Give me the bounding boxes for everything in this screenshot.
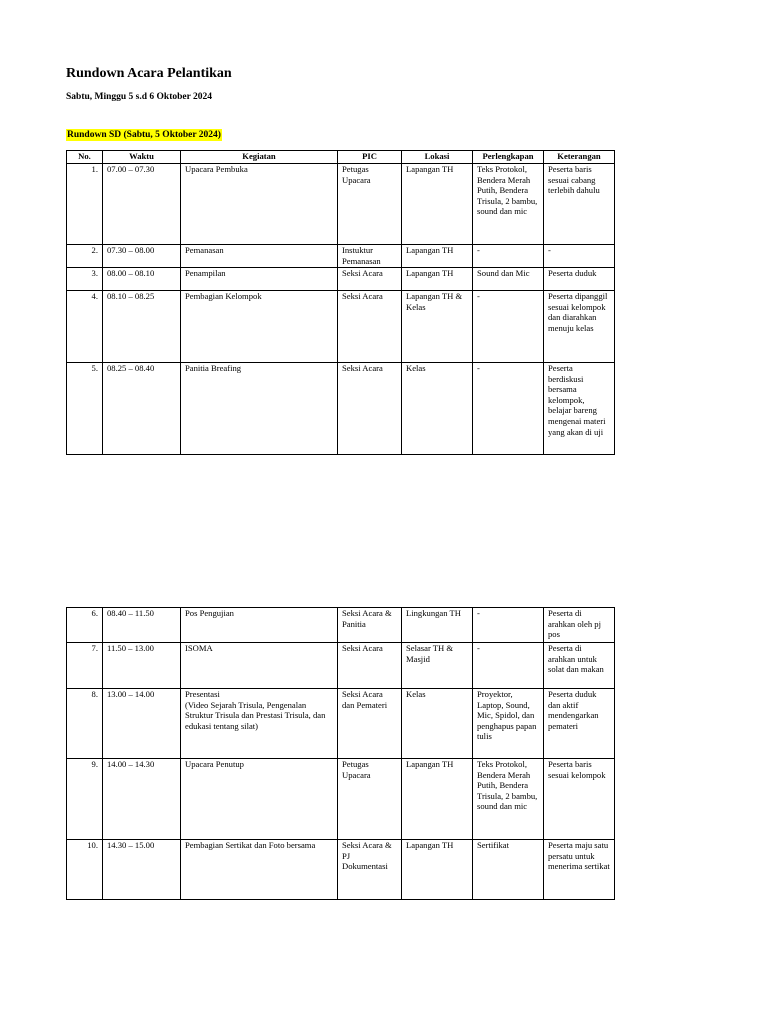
cell-no: 7.: [67, 643, 103, 689]
cell-kegiatan: Penampilan: [181, 268, 338, 291]
cell-keterangan: Peserta di arahkan untuk solat dan makan: [544, 643, 615, 689]
header-waktu: Waktu: [103, 151, 181, 164]
cell-waktu: 07.30 – 08.00: [103, 245, 181, 268]
table-row: [67, 840, 615, 900]
cell-lokasi: Lapangan TH: [402, 164, 473, 245]
cell-waktu: 14.00 – 14.30: [103, 759, 181, 840]
cell-keterangan: Peserta maju satu persatu untuk menerima sertikat: [544, 840, 615, 900]
cell-perlengkapan: Proyektor, Laptop, Sound, Mic, Spidol, dan penghapus papan tulis: [473, 689, 544, 759]
cell-no: 3.: [67, 268, 103, 291]
cell-perlengkapan: -: [473, 608, 544, 643]
cell-pic: Instuktur Pemanasan: [338, 245, 402, 268]
cell-no: 9.: [67, 759, 103, 840]
table-row: [67, 268, 615, 291]
table-row: [67, 363, 615, 455]
document-title: Rundown Acara Pelantikan: [66, 66, 232, 81]
cell-lokasi: Lapangan TH: [402, 840, 473, 900]
cell-waktu: 07.00 – 07.30: [103, 164, 181, 245]
cell-no: 10.: [67, 840, 103, 900]
cell-no: 5.: [67, 363, 103, 455]
header-keterangan: Keterangan: [544, 151, 615, 164]
cell-perlengkapan: -: [473, 363, 544, 455]
cell-pic: Seksi Acara: [338, 643, 402, 689]
cell-no: 8.: [67, 689, 103, 759]
cell-lokasi: Kelas: [402, 363, 473, 455]
cell-waktu: 11.50 – 13.00: [103, 643, 181, 689]
header-no: No.: [67, 151, 103, 164]
cell-perlengkapan: Teks Protokol, Bendera Merah Putih, Bendera Trisula, 2 bambu, sound dan mic: [473, 164, 544, 245]
table-row: [67, 643, 615, 689]
cell-no: 2.: [67, 245, 103, 268]
cell-pic: Seksi Acara & PJ Dokumentasi: [338, 840, 402, 900]
cell-perlengkapan: -: [473, 643, 544, 689]
header-lokasi: Lokasi: [402, 151, 473, 164]
cell-kegiatan: Pemanasan: [181, 245, 338, 268]
cell-pic: Seksi Acara: [338, 363, 402, 455]
cell-pic: Seksi Acara: [338, 268, 402, 291]
cell-lokasi: Lapangan TH: [402, 268, 473, 291]
cell-kegiatan: Pos Pengujian: [181, 608, 338, 643]
table-row: [67, 689, 615, 759]
rundown-table-part-1: [66, 150, 615, 455]
cell-waktu: 08.40 – 11.50: [103, 608, 181, 643]
header-perlengkapan: Perlengkapan: [473, 151, 544, 164]
cell-kegiatan: Presentasi (Video Sejarah Trisula, Pengenalan Struktur Trisula dan Prestasi Trisula, dan edukasi tentang silat): [181, 689, 338, 759]
cell-kegiatan: Pembagian Sertikat dan Foto bersama: [181, 840, 338, 900]
cell-perlengkapan: -: [473, 245, 544, 268]
cell-lokasi: Lapangan TH & Kelas: [402, 291, 473, 363]
cell-waktu: 08.00 – 08.10: [103, 268, 181, 291]
cell-kegiatan: Upacara Penutup: [181, 759, 338, 840]
cell-lokasi: Kelas: [402, 689, 473, 759]
cell-pic: Seksi Acara: [338, 291, 402, 363]
table-row: [67, 291, 615, 363]
cell-pic: Seksi Acara & Panitia: [338, 608, 402, 643]
rundown-table-part-2: [66, 607, 615, 900]
cell-waktu: 08.10 – 08.25: [103, 291, 181, 363]
cell-pic: Seksi Acara dan Pemateri: [338, 689, 402, 759]
cell-keterangan: Peserta baris sesuai kelompok: [544, 759, 615, 840]
cell-lokasi: Lingkungan TH: [402, 608, 473, 643]
cell-no: 1.: [67, 164, 103, 245]
cell-keterangan: Peserta baris sesuai cabang terlebih dahulu: [544, 164, 615, 245]
table-header-row: [67, 151, 615, 164]
cell-kegiatan: Upacara Pembuka: [181, 164, 338, 245]
cell-perlengkapan: Sound dan Mic: [473, 268, 544, 291]
cell-waktu: 14.30 – 15.00: [103, 840, 181, 900]
cell-lokasi: Lapangan TH: [402, 245, 473, 268]
cell-pic: Petugas Upacara: [338, 759, 402, 840]
cell-no: 6.: [67, 608, 103, 643]
cell-kegiatan: Panitia Breafing: [181, 363, 338, 455]
table-body-part-2: [67, 608, 615, 900]
cell-waktu: 13.00 – 14.00: [103, 689, 181, 759]
table-row: [67, 245, 615, 268]
table-row: [67, 759, 615, 840]
cell-perlengkapan: -: [473, 291, 544, 363]
cell-kegiatan: ISOMA: [181, 643, 338, 689]
table-row: [67, 608, 615, 643]
table-row: [67, 164, 615, 245]
header-kegiatan: Kegiatan: [181, 151, 338, 164]
section-title: Rundown SD (Sabtu, 5 Oktober 2024): [67, 130, 221, 140]
cell-perlengkapan: Sertifikat: [473, 840, 544, 900]
cell-no: 4.: [67, 291, 103, 363]
cell-lokasi: Selasar TH & Masjid: [402, 643, 473, 689]
table-body-part-1: [67, 164, 615, 455]
cell-perlengkapan: Teks Protokol, Bendera Merah Putih, Bendera Trisula, 2 bambu, sound dan mic: [473, 759, 544, 840]
header-pic: PIC: [338, 151, 402, 164]
cell-keterangan: Peserta duduk: [544, 268, 615, 291]
cell-lokasi: Lapangan TH: [402, 759, 473, 840]
cell-keterangan: Peserta di arahkan oleh pj pos: [544, 608, 615, 643]
cell-pic: Petugas Upacara: [338, 164, 402, 245]
cell-keterangan: -: [544, 245, 615, 268]
cell-keterangan: Peserta dipanggil sesuai kelompok dan diarahkan menuju kelas: [544, 291, 615, 363]
document-subtitle: Sabtu, Minggu 5 s.d 6 Oktober 2024: [66, 92, 213, 102]
cell-waktu: 08.25 – 08.40: [103, 363, 181, 455]
cell-keterangan: Peserta duduk dan aktif mendengarkan pemateri: [544, 689, 615, 759]
cell-keterangan: Peserta berdiskusi bersama kelompok, belajar bareng mengenai materi yang akan di uji: [544, 363, 615, 455]
cell-kegiatan: Pembagian Kelompok: [181, 291, 338, 363]
